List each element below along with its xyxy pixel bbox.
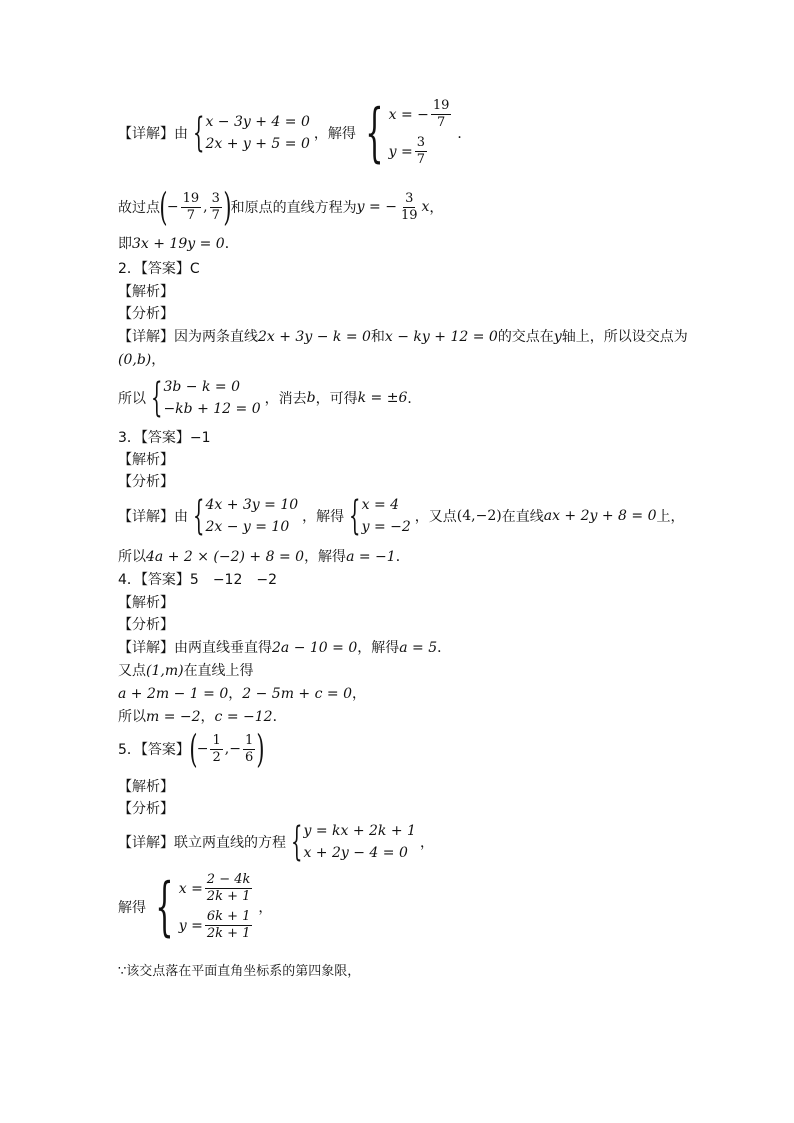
text: ，又点 (414, 509, 457, 525)
q3-fenxi: 【分析】 (118, 474, 174, 490)
text: 的交点在 (497, 329, 554, 345)
equation-system (148, 376, 261, 420)
comma: , (224, 741, 230, 757)
equation: a + 2m − 1 = 0 (118, 686, 229, 702)
y-label: y = (388, 143, 413, 160)
numerator: 19 (182, 190, 200, 206)
result: c = −12 (214, 709, 273, 725)
y-label: y = − (356, 199, 397, 215)
text: 【详解】因为两条直线 (118, 329, 258, 345)
q5-detail-2 (118, 872, 272, 942)
period: ． (407, 391, 422, 407)
q3-answer: 3．【答案】−1 (118, 430, 211, 446)
left-brace: { (192, 493, 205, 539)
solution-system (346, 494, 411, 538)
y-label: y = (178, 917, 203, 934)
numerator: 19 (432, 98, 450, 113)
comma: ， (351, 686, 366, 702)
text: 在直线 (501, 509, 544, 525)
q5-detail-3: ∵该交点落在平面直角坐标系的第四象限， (118, 964, 361, 979)
minus-sign: − (229, 741, 241, 757)
numerator: 3 (211, 190, 220, 206)
text-so: 所以 (118, 391, 146, 407)
fraction (181, 191, 202, 224)
q3-detail-1 (118, 494, 684, 538)
q4-answer: 4．【答案】5 −12 −2 (118, 572, 277, 588)
q2-detail-2 (118, 350, 165, 370)
text-solve: ，解得 (313, 126, 356, 142)
denominator: 7 (186, 207, 195, 223)
denominator: 7 (436, 115, 446, 130)
q2-jiexi: 【解析】 (118, 284, 174, 300)
fraction (431, 98, 452, 131)
denominator: 6 (244, 749, 254, 765)
equation: x − ky + 12 = 0 (384, 329, 498, 345)
variable: y (553, 329, 562, 345)
detail-line-2 (118, 185, 444, 229)
period: ． (272, 709, 287, 725)
equation-2: 2x + y + 5 = 0 (205, 136, 310, 152)
fraction (210, 733, 222, 766)
numerator: 3 (416, 135, 425, 150)
q5-detail-1 (118, 820, 434, 864)
comma: ， (258, 900, 273, 916)
q3-jiexi: 【解析】 (118, 452, 174, 468)
text: 又点 (118, 663, 146, 679)
variable: b (306, 390, 316, 406)
left-paren: ( (159, 185, 168, 229)
left-brace: { (192, 110, 205, 156)
detail-label: 【详解】由 (118, 509, 188, 525)
period: ． (437, 640, 452, 656)
equation-system (190, 111, 310, 155)
detail-label: 【详解】联立两直线的方程 (118, 835, 286, 851)
q4-detail-4 (118, 707, 287, 727)
q4-fenxi: 【分析】 (118, 617, 174, 633)
q4-jiexi: 【解析】 (118, 595, 174, 611)
left-brace: { (155, 870, 174, 944)
numerator: 1 (244, 732, 254, 748)
equation-2: −kb + 12 = 0 (163, 401, 261, 417)
point: (0,b) (118, 352, 152, 368)
result: m = −2 (146, 709, 201, 725)
equation-1: y = kx + 2k + 1 (303, 823, 416, 839)
denominator: 2k + 1 (206, 889, 251, 904)
text: 所以 (118, 549, 146, 565)
detail-system-1 (118, 98, 471, 168)
equation-1: x − 3y + 4 = 0 (205, 114, 310, 130)
equation: 2 − 5m + c = 0 (242, 686, 352, 702)
fraction (243, 733, 255, 766)
result: a = −1 (346, 549, 396, 565)
period: ． (395, 549, 410, 565)
answer-label: 5．【答案】 (118, 742, 190, 758)
comma: ， (228, 686, 243, 702)
text: 上， (656, 509, 685, 525)
q2-detail-3 (118, 376, 421, 420)
left-paren: ( (189, 727, 198, 771)
left-brace: { (150, 375, 163, 421)
solution-system (148, 872, 254, 942)
point: (1,m) (146, 663, 184, 679)
text: ，解得 (302, 509, 345, 525)
left-brace: { (365, 96, 384, 170)
q5-fenxi: 【分析】 (118, 801, 174, 817)
equation-1: 4x + 3y = 10 (205, 497, 299, 513)
denominator: 7 (211, 207, 220, 223)
text: ，解得 (357, 640, 400, 656)
denominator: 2k + 1 (206, 926, 251, 941)
q4-detail-3 (118, 684, 366, 704)
q5-answer (118, 727, 265, 771)
numerator: 3 (405, 190, 414, 206)
equation-system (288, 820, 416, 864)
point: (4,−2) (456, 508, 502, 524)
comma: ， (429, 200, 444, 216)
q4-detail-2 (118, 661, 254, 681)
text: ，消去 (264, 391, 307, 407)
equation: 2x + 3y − k = 0 (258, 329, 371, 345)
text: 所以 (118, 709, 146, 725)
text-solve: 解得 (118, 900, 146, 916)
comma: ， (419, 835, 434, 851)
q2-detail-1 (118, 327, 688, 347)
q4-detail-1 (118, 638, 451, 658)
denominator: 2 (212, 749, 221, 765)
equation-1: 3b − k = 0 (163, 379, 240, 395)
x-label: x = − (388, 106, 429, 123)
x-label: x = (178, 880, 203, 897)
equation: ax + 2y + 8 = 0 (543, 508, 657, 524)
solution-system (358, 98, 454, 168)
text-through-point: 故过点 (118, 200, 160, 216)
text: 【详解】由两直线垂直得 (118, 640, 272, 656)
equation: 4a + 2 × (−2) + 8 = 0 (146, 549, 305, 565)
text-line-equation: 和原点的直线方程为 (230, 200, 357, 216)
comma: ， (151, 352, 166, 368)
equation-2: 2x − y = 10 (205, 519, 290, 535)
q5-jiexi: 【解析】 (118, 779, 174, 795)
text: ，可得 (315, 391, 358, 407)
text: 轴上，所以设交点为 (561, 329, 688, 345)
fraction (399, 191, 420, 224)
solution-y: y = −2 (361, 519, 411, 535)
denominator: 19 (400, 207, 418, 223)
q3-detail-2 (118, 547, 410, 567)
equation: 2a − 10 = 0 (272, 640, 358, 656)
text: 在直线上得 (183, 663, 254, 679)
right-paren: ) (256, 727, 265, 771)
text: 和 (370, 329, 385, 345)
equation-2: x + 2y − 4 = 0 (303, 845, 408, 861)
denominator: 7 (416, 152, 425, 167)
fraction (205, 909, 253, 942)
result: k = ±6 (357, 390, 408, 406)
comma: ， (200, 709, 215, 725)
comma: , (203, 199, 208, 215)
text: ，解得 (304, 549, 347, 565)
detail-line-3 (118, 234, 239, 254)
fraction (205, 872, 253, 905)
numerator: 1 (212, 732, 221, 748)
numerator: 6k + 1 (206, 909, 251, 924)
x-variable: x (421, 199, 430, 215)
result: a = 5 (399, 640, 438, 656)
numerator: 2 − 4k (206, 872, 251, 887)
period: ． (457, 126, 472, 142)
minus-sign: − (166, 199, 179, 215)
left-brace: { (349, 493, 361, 539)
period: ． (224, 236, 239, 252)
solution-x: x = 4 (361, 497, 400, 513)
minus-sign: − (196, 741, 209, 757)
text-namely: 即 (118, 236, 132, 252)
q2-answer: 2．【答案】C (118, 261, 200, 277)
detail-label: 【详解】由 (118, 126, 188, 142)
right-paren: ) (223, 185, 232, 229)
equation-system (190, 494, 298, 538)
equation: 3x + 19y = 0 (132, 236, 225, 252)
left-brace: { (290, 819, 303, 865)
q2-fenxi: 【分析】 (118, 306, 174, 322)
fraction (210, 191, 222, 224)
fraction (415, 135, 427, 168)
